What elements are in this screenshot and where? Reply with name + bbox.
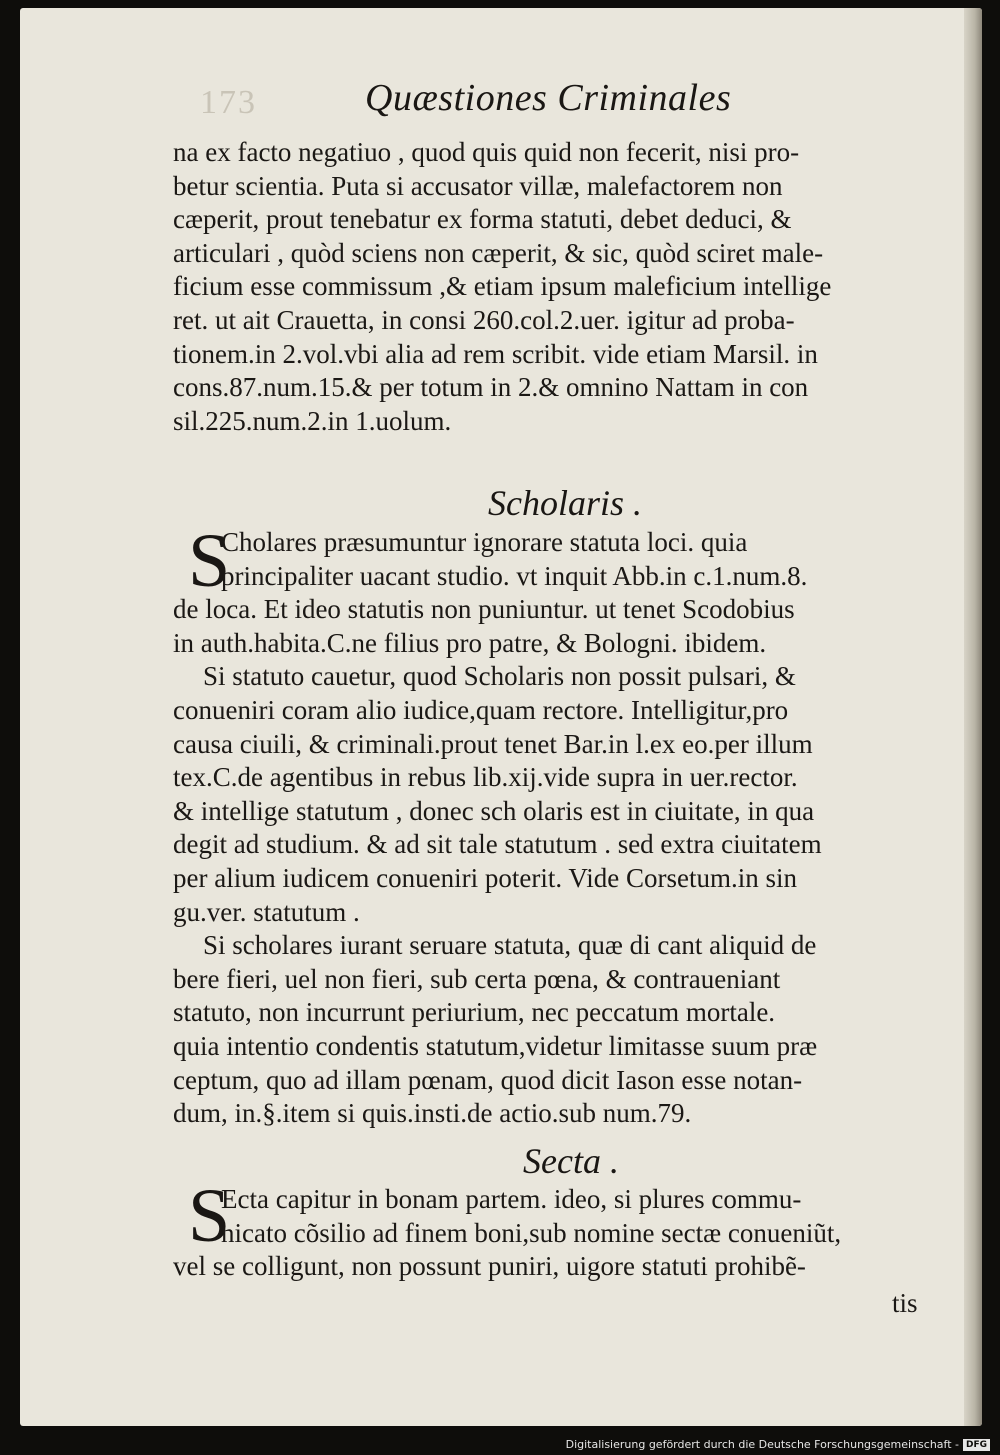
book-page — [20, 8, 982, 1426]
text-line: cons.87.num.15.& per totum in 2.& omnino Nattam in con — [173, 372, 809, 403]
text-line: ceptum, quo ad illam pœnam, quod dicit Iason esse notan- — [173, 1064, 803, 1095]
text-line: in auth.habita.C.ne filius pro patre, & Bologni. ibidem. — [173, 627, 767, 658]
text-line: gu.ver. statutum . — [173, 896, 360, 927]
text-line: sil.225.num.2.in 1.uolum. — [173, 405, 452, 436]
text-line: cæperit, prout tenebatur ex forma statuti, debet deduci, & — [173, 204, 792, 235]
text-line: conueniri coram alio iudice,quam rectore. Intelligitur,pro — [173, 694, 789, 725]
text-line: tionem.in 2.vol.vbi alia ad rem scribit. vide etiam Marsil. in — [173, 338, 818, 369]
drop-cap-secta: S — [188, 1174, 231, 1258]
scholaris-body — [173, 526, 943, 1131]
section-heading-secta: Secta . — [523, 1141, 619, 1181]
running-header: Quæstiones Criminales — [365, 77, 732, 119]
dfg-logo: DFG — [963, 1439, 990, 1451]
catchword: tis — [892, 1288, 918, 1318]
secta-body — [173, 1183, 943, 1284]
credit-text: Digitalisierung gefördert durch die Deutsche Forschungsgemeinschaft - — [565, 1438, 959, 1451]
text-line: nicato cõsilio ad finem boni,sub nomine sectæ conueniũt, — [221, 1217, 842, 1248]
text-line: Si statuto cauetur, quod Scholaris non possit pulsari, & — [203, 661, 796, 692]
digitization-credit — [566, 1438, 990, 1451]
text-line: de loca. Et ideo statutis non puniuntur. ut tenet Scodobius — [173, 594, 795, 625]
text-line: na ex facto negatiuo , quod quis quid non fecerit, nisi pro- — [173, 137, 800, 167]
drop-cap-scholaris: S — [188, 519, 231, 603]
text-line: Si scholares iurant seruare statuta, quæ di cant aliquid de — [203, 930, 817, 961]
text-line: per alium iudicem conueniri poterit. Vide Corsetum.in sin — [173, 862, 798, 893]
text-line: tex.C.de agentibus in rebus lib.xij.vide supra in uer.rector. — [173, 762, 798, 793]
text-line: articulari , quòd sciens non cæperit, & sic, quòd sciret male- — [173, 237, 824, 268]
section-heading-scholaris: Scholaris . — [488, 483, 643, 523]
text-line: Cholares præsumuntur ignorare statuta loci. quia — [221, 527, 748, 557]
text-line: statuto, non incurrunt periurium, nec peccatum mortale. — [173, 997, 776, 1028]
book-spine-shadow — [964, 8, 982, 1426]
text-line: principaliter uacant studio. vt inquit Abb.in c.1.num.8. — [221, 560, 808, 591]
text-line: causa ciuili, & criminali.prout tenet Bar.in l.ex eo.per illum — [173, 728, 813, 759]
text-line: ficium esse commissum ,& etiam ipsum maleficium intellige — [173, 271, 832, 302]
text-line: Ecta capitur in bonam partem. ideo, si plures commu- — [221, 1184, 802, 1214]
text-line: ret. ut ait Crauetta, in consi 260.col.2.uer. igitur ad proba- — [173, 304, 795, 335]
text-line: bere fieri, uel non fieri, sub certa pœna, & contraueniant — [173, 963, 781, 994]
text-line: quia intentio condentis statutum,videtur limitasse suum præ — [173, 1030, 818, 1061]
text-line: dum, in.§.item si quis.insti.de actio.sub num.79. — [173, 1098, 692, 1129]
text-line: betur scientia. Puta si accusator villæ, malefactorem non — [173, 170, 783, 201]
opening-paragraph — [173, 136, 943, 438]
text-line: degit ad studium. & ad sit tale statutum . sed extra ciuitatem — [173, 829, 822, 860]
text-line: & intellige statutum , donec sch olaris est in ciuitate, in qua — [173, 795, 815, 826]
text-line: vel se colligunt, non possunt puniri, uigore statuti prohibẽ- — [173, 1251, 806, 1282]
bleed-through-page-number: 173 — [200, 84, 257, 121]
